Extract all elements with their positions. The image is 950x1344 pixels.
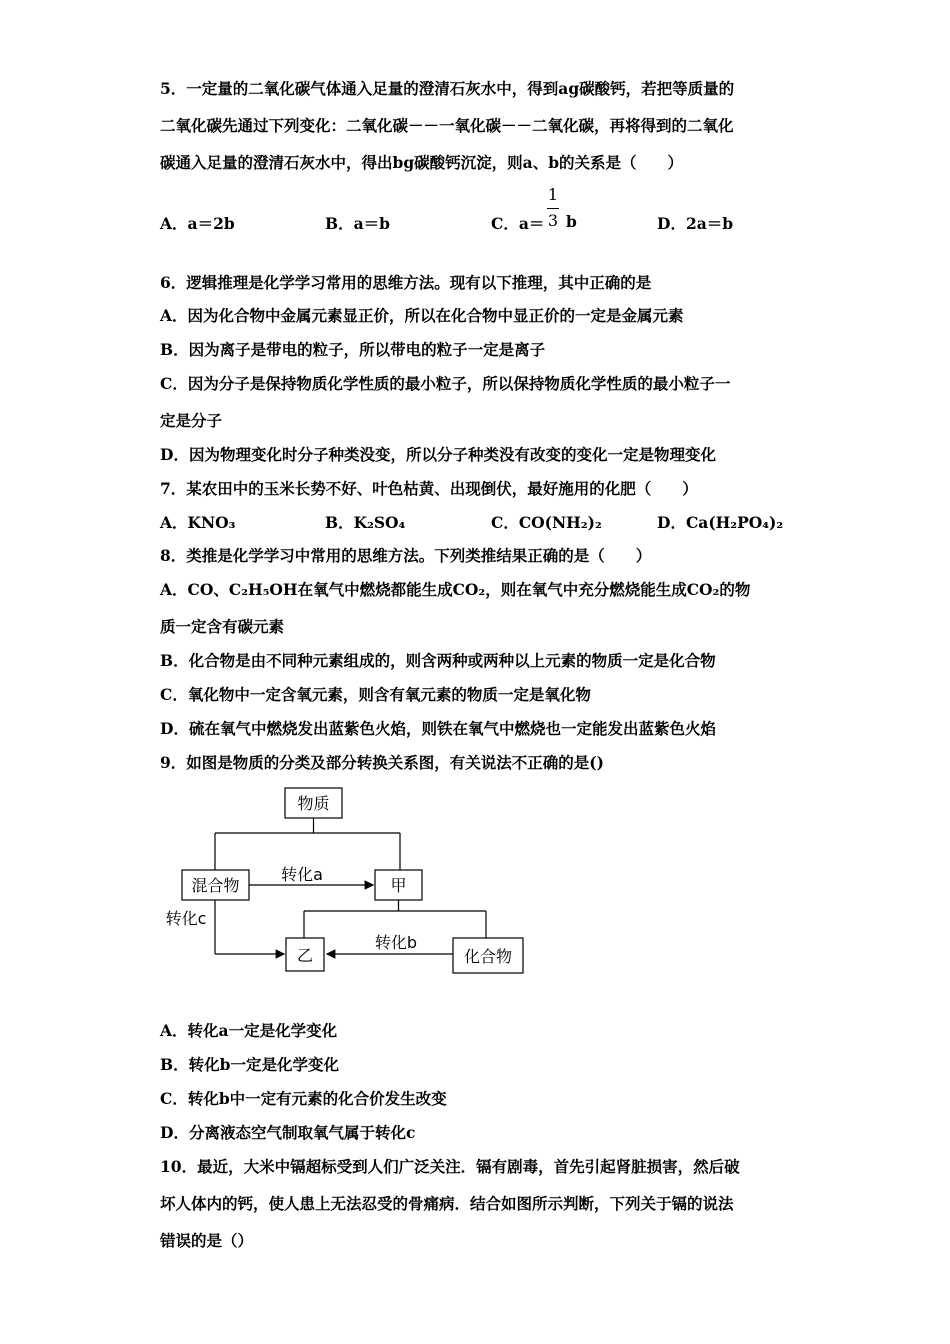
q5-option-b: B．a＝b xyxy=(325,214,390,233)
q5-option-c-prefix: C．a＝ xyxy=(491,214,545,233)
diagram-label-jia: 甲 xyxy=(390,876,407,895)
q7-option-a: A．KNO₃ xyxy=(160,513,236,532)
q10-line-1: 10．最近，大米中镉超标受到人们广泛关注．镉有剧毒，首先引起肾脏损害，然后破 xyxy=(160,1157,740,1176)
diagram-label-a: 转化a xyxy=(281,865,323,884)
q9-stem: 9．如图是物质的分类及部分转换关系图，有关说法不正确的是() xyxy=(160,753,604,772)
q6-option-c-line-1: C．因为分子是保持物质化学性质的最小粒子，所以保持物质化学性质的最小粒子一 xyxy=(160,374,731,393)
q5-line-1: 5．一定量的二氧化碳气体通入足量的澄清石灰水中，得到ag碳酸钙，若把等质量的 xyxy=(160,79,735,98)
q10-line-3: 错误的是（） xyxy=(160,1231,254,1250)
q8-option-d: D．硫在氧气中燃烧发出蓝紫色火焰，则铁在氧气中燃烧也一定能发出蓝紫色火焰 xyxy=(160,719,716,738)
diagram-label-compound: 化合物 xyxy=(463,947,513,966)
q5-option-c-fraction-bar xyxy=(547,208,559,209)
q5-option-c-denominator: 3 xyxy=(547,211,559,230)
diagram-label-b: 转化b xyxy=(374,933,418,952)
q5-option-a: A．a＝2b xyxy=(160,214,235,233)
diagram-label-c: 转化c xyxy=(165,909,207,928)
q5-option-c-suffix: b xyxy=(566,212,577,231)
q5-option-d: D．2a＝b xyxy=(657,214,734,233)
q7-option-b: B．K₂SO₄ xyxy=(325,513,406,532)
q5-option-c-numerator: 1 xyxy=(547,185,559,204)
q8-option-b: B．化合物是由不同种元素组成的，则含两种或两种以上元素的物质一定是化合物 xyxy=(160,651,716,670)
q8-option-a-line-1: A．CO、C₂H₅OH在氧气中燃烧都能生成CO₂，则在氧气中充分燃烧能生成CO₂的物 xyxy=(160,580,751,599)
q9-classification-diagram xyxy=(160,780,540,980)
diagram-label-yi: 乙 xyxy=(296,946,314,965)
q7-option-d: D．Ca(H₂PO₄)₂ xyxy=(657,513,784,532)
diagram-label-substance: 物质 xyxy=(297,794,330,813)
diagram-label-mixture: 混合物 xyxy=(191,876,240,895)
q9-option-b: B．转化b一定是化学变化 xyxy=(160,1055,339,1074)
q7-stem: 7．某农田中的玉米长势不好、叶色枯黄、出现倒伏，最好施用的化肥（ ） xyxy=(160,479,698,498)
q8-option-c: C．氧化物中一定含氧元素，则含有氧元素的物质一定是氧化物 xyxy=(160,685,591,704)
q6-option-a: A．因为化合物中金属元素显正价，所以在化合物中显正价的一定是金属元素 xyxy=(160,306,684,325)
q6-option-c-line-2: 定是分子 xyxy=(160,411,223,430)
q7-option-c: C．CO(NH₂)₂ xyxy=(491,513,602,532)
q8-stem: 8．类推是化学学习中常用的思维方法。下列类推结果正确的是（ ） xyxy=(160,546,652,565)
q9-option-a: A．转化a一定是化学变化 xyxy=(160,1021,338,1040)
q5-line-2: 二氧化碳先通过下列变化：二氧化碳－－一氧化碳－－二氧化碳，再将得到的二氧化 xyxy=(160,116,734,135)
q5-line-3: 碳通入足量的澄清石灰水中，得出bg碳酸钙沉淀，则a、b的关系是（ ） xyxy=(160,153,684,172)
q9-option-c: C．转化b中一定有元素的化合价发生改变 xyxy=(160,1089,447,1108)
q6-stem: 6．逻辑推理是化学学习常用的思维方法。现有以下推理，其中正确的是 xyxy=(160,273,652,292)
q6-option-b: B．因为离子是带电的粒子，所以带电的粒子一定是离子 xyxy=(160,340,546,359)
q6-option-d: D．因为物理变化时分子种类没变，所以分子种类没有改变的变化一定是物理变化 xyxy=(160,445,716,464)
q8-option-a-line-2: 质一定含有碳元素 xyxy=(160,617,285,636)
q10-line-2: 坏人体内的钙，使人患上无法忍受的骨痛病．结合如图所示判断，下列关于镉的说法 xyxy=(160,1194,734,1213)
q9-option-d: D．分离液态空气制取氧气属于转化c xyxy=(160,1123,416,1142)
